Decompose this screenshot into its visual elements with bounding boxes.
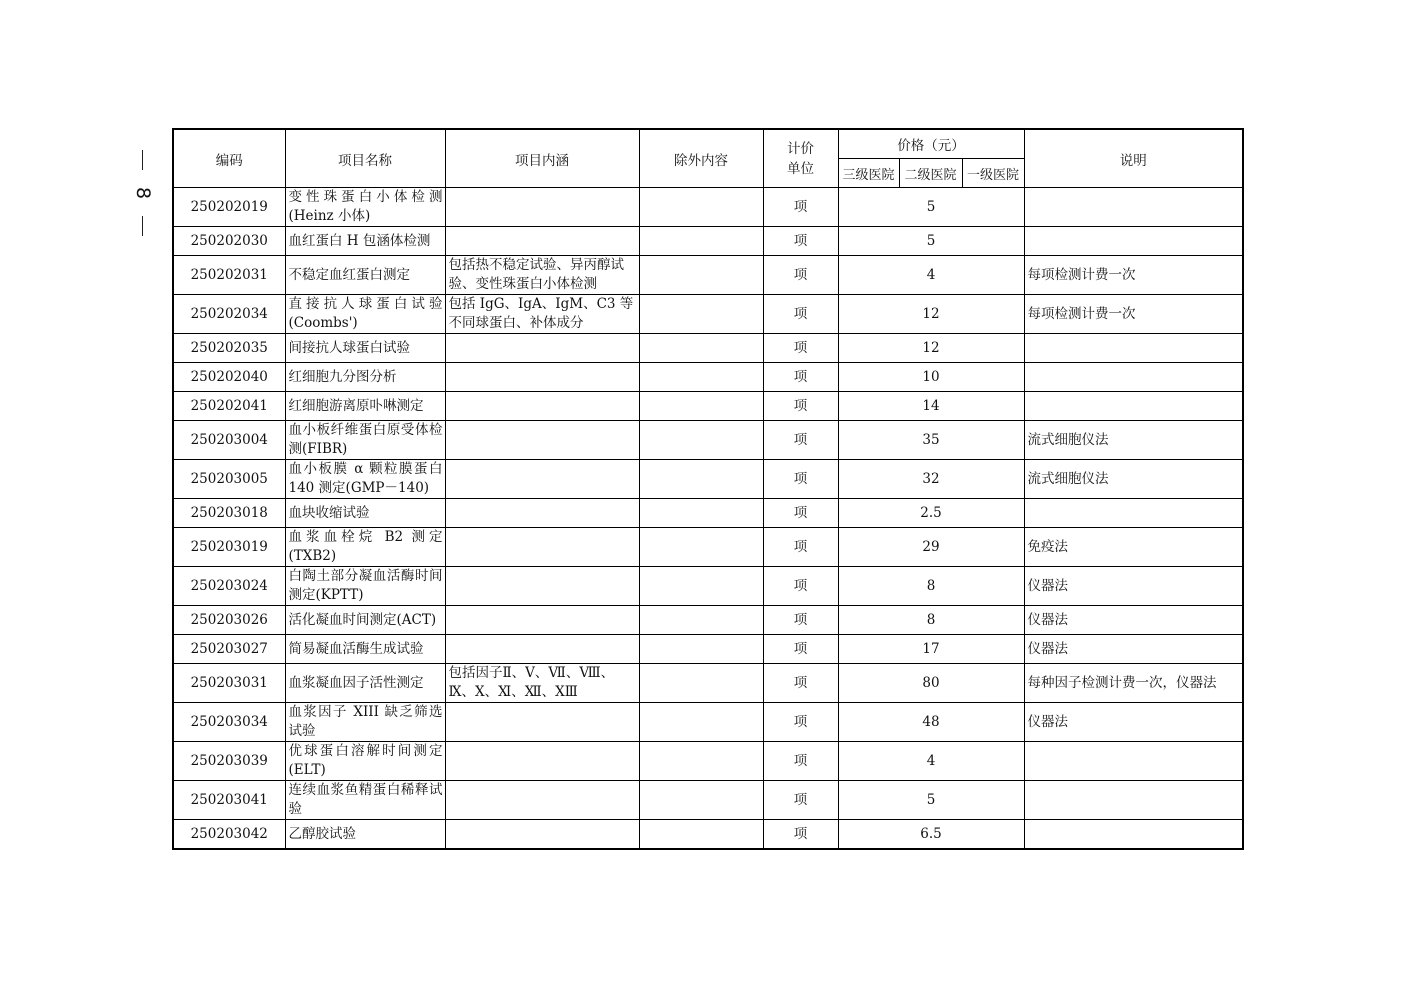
- cell-note: [1024, 188, 1243, 227]
- table-row: [173, 499, 1243, 528]
- cell-name: 红细胞九分图分析: [285, 363, 445, 392]
- cell-name: 血浆因子 XIII 缺乏筛选试验: [285, 703, 445, 742]
- cell-name: 间接抗人球蛋白试验: [285, 334, 445, 363]
- cell-content: 包括因子Ⅱ、Ⅴ、Ⅶ、Ⅷ、Ⅸ、Ⅹ、Ⅺ、Ⅻ、ⅩⅢ: [445, 664, 639, 703]
- header-note: 说明: [1024, 129, 1243, 188]
- cell-name: 活化凝血时间测定(ACT): [285, 606, 445, 635]
- cell-name: 白陶土部分凝血活酶时间测定(KPTT): [285, 567, 445, 606]
- cell-price: 8: [838, 567, 1024, 606]
- header-content: 项目内涵: [445, 129, 639, 188]
- table-row: [173, 392, 1243, 421]
- header-exclusions: 除外内容: [639, 129, 763, 188]
- cell-exclusions: [639, 363, 763, 392]
- table-row: [173, 703, 1243, 742]
- cell-code: 250203024: [173, 567, 285, 606]
- cell-note: [1024, 499, 1243, 528]
- cell-content: [445, 499, 639, 528]
- header-price: 价格（元）: [838, 129, 1024, 159]
- cell-unit: 项: [763, 256, 838, 295]
- cell-exclusions: [639, 460, 763, 499]
- cell-note: [1024, 363, 1243, 392]
- cell-price: 2.5: [838, 499, 1024, 528]
- cell-code: 250202030: [173, 227, 285, 256]
- cell-exclusions: [639, 635, 763, 664]
- cell-price: 5: [838, 781, 1024, 820]
- cell-name: 乙醇胶试验: [285, 820, 445, 850]
- cell-exclusions: [639, 664, 763, 703]
- cell-unit: 项: [763, 664, 838, 703]
- table-row: [173, 664, 1243, 703]
- cell-unit: 项: [763, 334, 838, 363]
- cell-unit: 项: [763, 499, 838, 528]
- cell-price: 17: [838, 635, 1024, 664]
- table-row: [173, 606, 1243, 635]
- page-number-dash-top: [142, 150, 143, 170]
- cell-note: 仪器法: [1024, 635, 1243, 664]
- cell-code: 250202040: [173, 363, 285, 392]
- cell-exclusions: [639, 227, 763, 256]
- cell-code: 250203039: [173, 742, 285, 781]
- cell-unit: 项: [763, 820, 838, 850]
- cell-code: 250202019: [173, 188, 285, 227]
- cell-content: [445, 606, 639, 635]
- table-row: [173, 256, 1243, 295]
- cell-price: 6.5: [838, 820, 1024, 850]
- cell-name: 变性珠蛋白小体检测(Heinz 小体): [285, 188, 445, 227]
- cell-code: 250203004: [173, 421, 285, 460]
- cell-exclusions: [639, 334, 763, 363]
- cell-code: 250203031: [173, 664, 285, 703]
- cell-price: 4: [838, 742, 1024, 781]
- cell-exclusions: [639, 295, 763, 334]
- cell-price: 5: [838, 227, 1024, 256]
- cell-price: 29: [838, 528, 1024, 567]
- cell-unit: 项: [763, 227, 838, 256]
- cell-exclusions: [639, 703, 763, 742]
- cell-unit: 项: [763, 781, 838, 820]
- cell-price: 10: [838, 363, 1024, 392]
- cell-code: 250203041: [173, 781, 285, 820]
- cell-price: 35: [838, 421, 1024, 460]
- cell-content: 包括 IgG、IgA、IgM、C3 等不同球蛋白、补体成分: [445, 295, 639, 334]
- table-row: [173, 421, 1243, 460]
- header-unit-text: 计价单位: [787, 140, 814, 177]
- cell-unit: 项: [763, 635, 838, 664]
- cell-name: 血小板纤维蛋白原受体检测(FIBR): [285, 421, 445, 460]
- table-row: [173, 460, 1243, 499]
- fee-table: [172, 128, 1244, 850]
- cell-name: 直接抗人球蛋白试验(Coombs'): [285, 295, 445, 334]
- cell-note: 仪器法: [1024, 567, 1243, 606]
- cell-content: [445, 188, 639, 227]
- cell-unit: 项: [763, 421, 838, 460]
- cell-unit: 项: [763, 363, 838, 392]
- cell-name: 红细胞游离原卟啉测定: [285, 392, 445, 421]
- cell-name: 血浆凝血因子活性测定: [285, 664, 445, 703]
- page-number-dash-bottom: [142, 216, 143, 236]
- cell-code: 250202031: [173, 256, 285, 295]
- cell-price: 4: [838, 256, 1024, 295]
- cell-exclusions: [639, 567, 763, 606]
- table-row: [173, 227, 1243, 256]
- cell-unit: 项: [763, 392, 838, 421]
- cell-content: [445, 781, 639, 820]
- cell-exclusions: [639, 606, 763, 635]
- header-price-tier-1: 一级医院: [962, 159, 1024, 188]
- cell-code: 250203026: [173, 606, 285, 635]
- cell-note: [1024, 392, 1243, 421]
- cell-code: 250202034: [173, 295, 285, 334]
- cell-note: 流式细胞仪法: [1024, 460, 1243, 499]
- cell-note: [1024, 227, 1243, 256]
- cell-content: [445, 363, 639, 392]
- table-row: [173, 742, 1243, 781]
- cell-note: 仪器法: [1024, 606, 1243, 635]
- cell-name: 连续血浆鱼精蛋白稀释试验: [285, 781, 445, 820]
- cell-unit: 项: [763, 567, 838, 606]
- cell-exclusions: [639, 392, 763, 421]
- cell-note: 免疫法: [1024, 528, 1243, 567]
- cell-note: [1024, 781, 1243, 820]
- cell-code: 250202041: [173, 392, 285, 421]
- cell-unit: 项: [763, 703, 838, 742]
- cell-code: 250202035: [173, 334, 285, 363]
- cell-content: [445, 460, 639, 499]
- cell-exclusions: [639, 499, 763, 528]
- cell-content: [445, 421, 639, 460]
- table-row: [173, 820, 1243, 850]
- cell-content: [445, 820, 639, 850]
- cell-unit: 项: [763, 460, 838, 499]
- cell-content: [445, 334, 639, 363]
- cell-note: [1024, 334, 1243, 363]
- cell-note: 每项检测计费一次: [1024, 295, 1243, 334]
- table-row: [173, 295, 1243, 334]
- cell-price: 14: [838, 392, 1024, 421]
- cell-content: [445, 742, 639, 781]
- cell-note: 流式细胞仪法: [1024, 421, 1243, 460]
- table-row: [173, 334, 1243, 363]
- cell-exclusions: [639, 820, 763, 850]
- cell-unit: 项: [763, 188, 838, 227]
- cell-note: 每种因子检测计费一次，仪器法: [1024, 664, 1243, 703]
- cell-price: 80: [838, 664, 1024, 703]
- cell-name: 优球蛋白溶解时间测定(ELT): [285, 742, 445, 781]
- cell-exclusions: [639, 781, 763, 820]
- cell-content: [445, 227, 639, 256]
- cell-unit: 项: [763, 742, 838, 781]
- cell-code: 250203005: [173, 460, 285, 499]
- cell-code: 250203019: [173, 528, 285, 567]
- cell-code: 250203018: [173, 499, 285, 528]
- cell-name: 简易凝血活酶生成试验: [285, 635, 445, 664]
- cell-price: 12: [838, 295, 1024, 334]
- cell-note: [1024, 820, 1243, 850]
- cell-name: 不稳定血红蛋白测定: [285, 256, 445, 295]
- cell-price: 5: [838, 188, 1024, 227]
- cell-exclusions: [639, 421, 763, 460]
- cell-exclusions: [639, 256, 763, 295]
- cell-unit: 项: [763, 606, 838, 635]
- cell-name: 血浆血栓烷 B2 测定(TXB2): [285, 528, 445, 567]
- cell-name: 血块收缩试验: [285, 499, 445, 528]
- table-row: [173, 781, 1243, 820]
- table-row: [173, 528, 1243, 567]
- cell-unit: 项: [763, 295, 838, 334]
- cell-code: 250203027: [173, 635, 285, 664]
- cell-content: [445, 392, 639, 421]
- cell-code: 250203042: [173, 820, 285, 850]
- cell-price: 12: [838, 334, 1024, 363]
- cell-note: 每项检测计费一次: [1024, 256, 1243, 295]
- header-code: 编码: [173, 129, 285, 188]
- cell-content: [445, 567, 639, 606]
- header-unit: [763, 129, 838, 188]
- cell-note: [1024, 742, 1243, 781]
- page-number-text: 8: [132, 186, 154, 200]
- cell-content: [445, 635, 639, 664]
- cell-content: 包括热不稳定试验、异丙醇试验、变性珠蛋白小体检测: [445, 256, 639, 295]
- cell-code: 250203034: [173, 703, 285, 742]
- cell-exclusions: [639, 742, 763, 781]
- cell-unit: 项: [763, 528, 838, 567]
- cell-price: 32: [838, 460, 1024, 499]
- cell-exclusions: [639, 528, 763, 567]
- table-row: [173, 567, 1243, 606]
- cell-note: 仪器法: [1024, 703, 1243, 742]
- cell-content: [445, 528, 639, 567]
- table-row: [173, 363, 1243, 392]
- cell-exclusions: [639, 188, 763, 227]
- header-price-tier-3: 三级医院: [838, 159, 899, 188]
- cell-content: [445, 703, 639, 742]
- cell-name: 血小板膜 α 颗粒膜蛋白 140 测定(GMP－140): [285, 460, 445, 499]
- cell-price: 8: [838, 606, 1024, 635]
- cell-price: 48: [838, 703, 1024, 742]
- cell-name: 血红蛋白 H 包涵体检测: [285, 227, 445, 256]
- header-price-tier-2: 二级医院: [899, 159, 962, 188]
- header-name: 项目名称: [285, 129, 445, 188]
- table-row: [173, 635, 1243, 664]
- table-row: [173, 188, 1243, 227]
- page-number: [128, 150, 158, 236]
